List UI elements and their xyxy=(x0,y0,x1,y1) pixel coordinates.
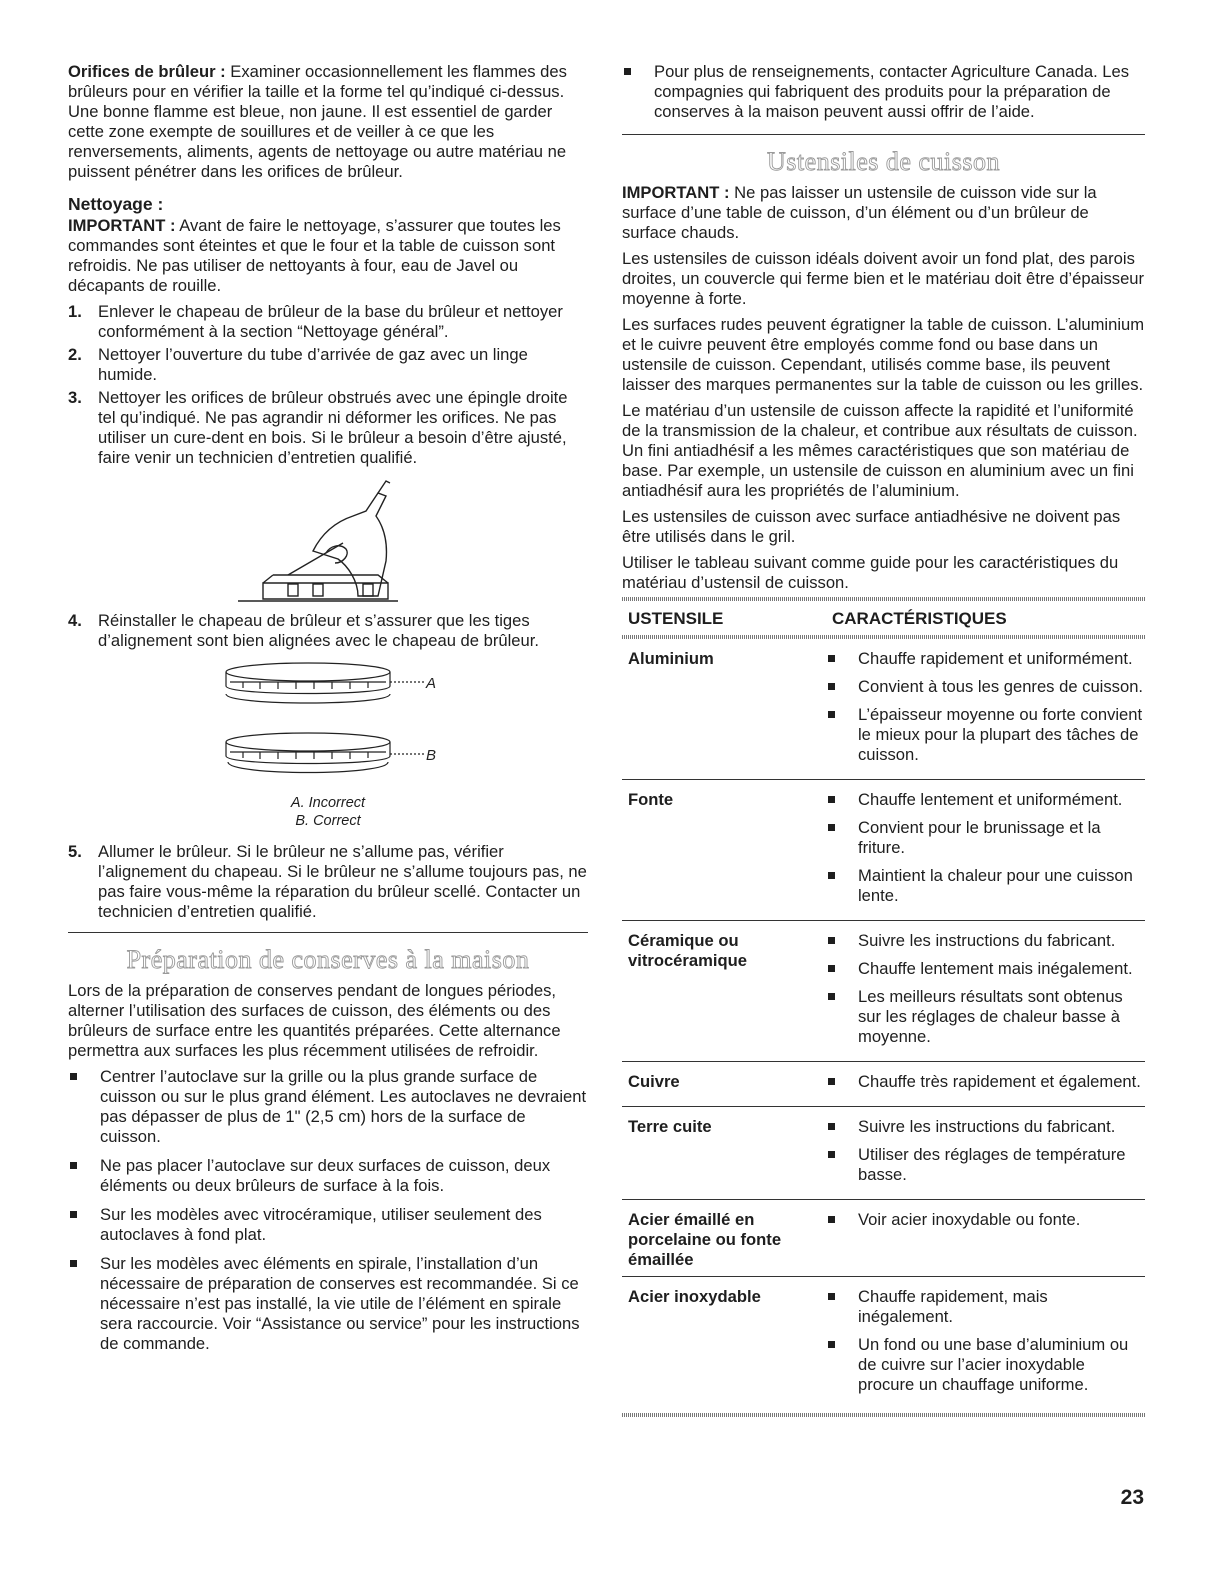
figure-label-a: A xyxy=(426,675,437,692)
table-top-rule xyxy=(622,597,1145,601)
pin-cleaning-illustration xyxy=(218,471,438,611)
table-header-row xyxy=(622,605,1145,635)
property-item: Chauffe rapidement, mais inégalement. xyxy=(826,1287,1145,1327)
table-row xyxy=(622,921,1145,1062)
property-item: Les meilleurs résultats sont obtenus sur les réglages de chaleur basse à moyenne. xyxy=(826,987,1145,1047)
orifices-text: Examiner occasionnellement les flammes des brûleurs pour en vérifier la taille et la forme tel qu’indiqué ci-dessus. Une bonne flamme est bleue, non jaune. Il est essentiel de garder cette zone exempte de souillures et de veiller à ce que les renversements, aliments, agents de nettoyage ou autre matériau ne puissent pénétrer dans les orifices de brûleur. xyxy=(68,62,567,181)
material-cell: Acier inoxydable xyxy=(628,1287,761,1306)
material-cell: Céramique ou vitrocéramique xyxy=(622,921,826,1062)
step-item xyxy=(68,611,588,651)
section-divider xyxy=(622,134,1145,135)
step-number: 2. xyxy=(68,345,82,364)
property-item: Maintient la chaleur pour une cuisson lente. xyxy=(826,866,1145,906)
step-number: 4. xyxy=(68,611,82,630)
property-item: Suivre les instructions du fabricant. xyxy=(826,1117,1145,1137)
table-row xyxy=(622,1277,1145,1410)
step-text: Réinstaller le chapeau de brûleur et s’assurer que les tiges d’alignement sont bien alignées avec le chapeau de brûleur. xyxy=(98,611,539,650)
table-row xyxy=(622,1062,1145,1107)
step-item xyxy=(68,345,588,385)
property-item: Convient pour le brunissage et la friture. xyxy=(826,818,1145,858)
section-divider xyxy=(68,932,588,933)
material-cell: Terre cuite xyxy=(622,1107,826,1200)
canning-bullet: Ne pas placer l’autoclave sur deux surfaces de cuisson, deux éléments ou deux brûleurs de surface à la fois. xyxy=(68,1156,588,1196)
property-item: Chauffe très rapidement et également. xyxy=(826,1072,1145,1092)
burner-cap-incorrect-illustration xyxy=(198,654,458,712)
material-cell: Acier émaillé en porcelaine ou fonte émaillée xyxy=(622,1200,826,1277)
caption-a: A. Incorrect xyxy=(290,795,366,811)
canning-intro: Lors de la préparation de conserves pendant de longues périodes, alterner l’utilisation des surfaces de cuisson, des éléments ou des brûleurs de surface entre les quantités préparées. Cette alternance permettra aux surfaces les plus récemment utilisées de refroidir. xyxy=(68,981,561,1060)
table-row xyxy=(622,780,1145,921)
cookware-table xyxy=(622,605,1145,1409)
header-characteristics: CARACTÉRISTIQUES xyxy=(832,609,1007,628)
step-item xyxy=(68,842,588,922)
property-item: Convient à tous les genres de cuisson. xyxy=(826,677,1145,697)
orifices-paragraph xyxy=(68,62,588,182)
table-row xyxy=(622,1107,1145,1200)
step-4 xyxy=(68,611,588,651)
step-number: 5. xyxy=(68,842,82,861)
important-text: Avant de faire le nettoyage, s’assurer que toutes les commandes sont éteintes et que le four et la table de cuisson sont refroidis. Ne pas utiliser de nettoyants à four, eau de Javel ou décapants de rouille. xyxy=(68,216,561,295)
cookware-section-title: Ustensiles de cuisson xyxy=(767,147,1000,176)
page-number: 23 xyxy=(1120,1486,1144,1509)
step-item xyxy=(68,302,588,342)
cleaning-heading: Nettoyage : xyxy=(68,194,164,214)
step-text: Nettoyer les orifices de brûleur obstrués avec une épingle droite tel qu’indiqué. Ne pas agrandir ni déformer les orifices. Ne pas utiliser un cure-dent en bois. Si le brûleur a besoin d’être ajusté, faire venir un technicien d’entretien qualifié. xyxy=(98,388,568,467)
cookware-paragraph: Le matériau d’un ustensile de cuisson affecte la rapidité et l’uniformité de la transmission de la chaleur, et contribue aux résultats de cuisson. Un fini antiadhésif a les mêmes caractéristiques que son matériau de base. Par exemple, un ustensile de cuisson en aluminium avec un fini antiadhésif aura les propriétés de l’aluminium. xyxy=(622,401,1138,500)
important-label: IMPORTANT : xyxy=(68,216,176,235)
property-item: Un fond ou une base d’aluminium ou de cuivre sur l’acier inoxydable procure un chauffage uniforme. xyxy=(826,1335,1145,1395)
property-item: Chauffe lentement mais inégalement. xyxy=(826,959,1145,979)
canning-bullets xyxy=(68,1067,588,1354)
agriculture-bullet: Pour plus de renseignements, contacter Agriculture Canada. Les compagnies qui fabriquent des produits pour la préparation de conserves à la maison peuvent aussi offrir de l’aide. xyxy=(622,62,1145,122)
figure-label-b: B xyxy=(426,747,437,764)
property-item: Utiliser des réglages de température basse. xyxy=(826,1145,1145,1185)
caption-b: B. Correct xyxy=(295,813,361,829)
cookware-paragraph: Les ustensiles de cuisson idéals doivent avoir un fond plat, des parois droites, un couvercle qui ferme bien et le matériau doit être d’épaisseur moyenne à forte. xyxy=(622,249,1145,308)
cookware-important xyxy=(622,183,1145,243)
property-item: Suivre les instructions du fabricant. xyxy=(826,931,1145,951)
property-item: Voir acier inoxydable ou fonte. xyxy=(826,1210,1145,1230)
cleaning-steps xyxy=(68,302,588,468)
material-cell: Cuivre xyxy=(622,1062,826,1107)
left-column xyxy=(68,62,588,1363)
cleaning-important xyxy=(68,216,588,296)
table-row xyxy=(622,1200,1145,1277)
important-text: Ne pas laisser un ustensile de cuisson vide sur la surface d’une table de cuisson, d’un élément ou d’un brûleur de surface chauds. xyxy=(622,183,1097,242)
step-item xyxy=(68,388,588,468)
cookware-paragraph: Les surfaces rudes peuvent égratigner la table de cuisson. L’aluminium et le cuivre peuvent être employés comme fond ou base dans un ustensile de cuisson. Cependant, utilisés comme base, ils peuvent laisser des marques permanentes sur la table de cuisson ou les grilles. xyxy=(622,315,1145,394)
header-material: USTENSILE xyxy=(628,609,724,628)
material-cell: Aluminium xyxy=(622,639,826,780)
step-number: 1. xyxy=(68,302,82,321)
orifices-label: Orifices de brûleur : xyxy=(68,62,226,81)
cookware-paragraph: Utiliser le tableau suivant comme guide pour les caractéristiques du matériau d’ustensil de cuisson. xyxy=(622,553,1119,592)
canning-bullet: Centrer l’autoclave sur la grille ou la plus grande surface de cuisson ou sur le plus grand élément. Les autoclaves ne devraient pas dépasser de plus de 1" (2,5 cm) hors de la surface de cuisson. xyxy=(68,1067,588,1147)
table-bottom-rule xyxy=(622,1413,1145,1417)
step-text: Enlever le chapeau de brûleur de la base du brûleur et nettoyer conformément à la section “Nettoyage général”. xyxy=(98,302,563,341)
burner-cap-correct-illustration xyxy=(198,726,458,786)
important-label: IMPORTANT : xyxy=(622,183,730,202)
table-row xyxy=(622,639,1145,780)
property-item: L’épaisseur moyenne ou forte convient le mieux pour la plupart des tâches de cuisson. xyxy=(826,705,1145,765)
agriculture-bullet-list xyxy=(622,62,1145,122)
step-number: 3. xyxy=(68,388,82,407)
step-text: Nettoyer l’ouverture du tube d’arrivée de gaz avec un linge humide. xyxy=(98,345,528,384)
right-column xyxy=(622,62,1145,1421)
step-text: Allumer le brûleur. Si le brûleur ne s’allume pas, vérifier l’alignement du chapeau. Si le brûleur ne s’allume toujours pas, ne pas faire vous-même la réparation du brûleur scellé. Contacter un technicien d’entretien qualifié. xyxy=(98,842,587,921)
canning-bullet: Sur les modèles avec éléments en spirale, l’installation d’un nécessaire de préparation de conserves est recommandée. Si ce nécessaire n’est pas installé, la vie utile de l’élément en spirale sera raccourcie. Voir “Assistance ou service” pour les instructions de commande. xyxy=(68,1254,588,1354)
canning-bullet: Sur les modèles avec vitrocéramique, utiliser seulement des autoclaves à fond plat. xyxy=(68,1205,588,1245)
cookware-paragraph: Les ustensiles de cuisson avec surface antiadhésive ne doivent pas être utilisés dans le gril. xyxy=(622,507,1121,546)
step-5 xyxy=(68,842,588,922)
material-cell: Fonte xyxy=(622,780,826,921)
property-item: Chauffe lentement et uniformément. xyxy=(826,790,1145,810)
property-item: Chauffe rapidement et uniformément. xyxy=(826,649,1145,669)
canning-section-title: Préparation de conserves à la maison xyxy=(126,945,530,974)
